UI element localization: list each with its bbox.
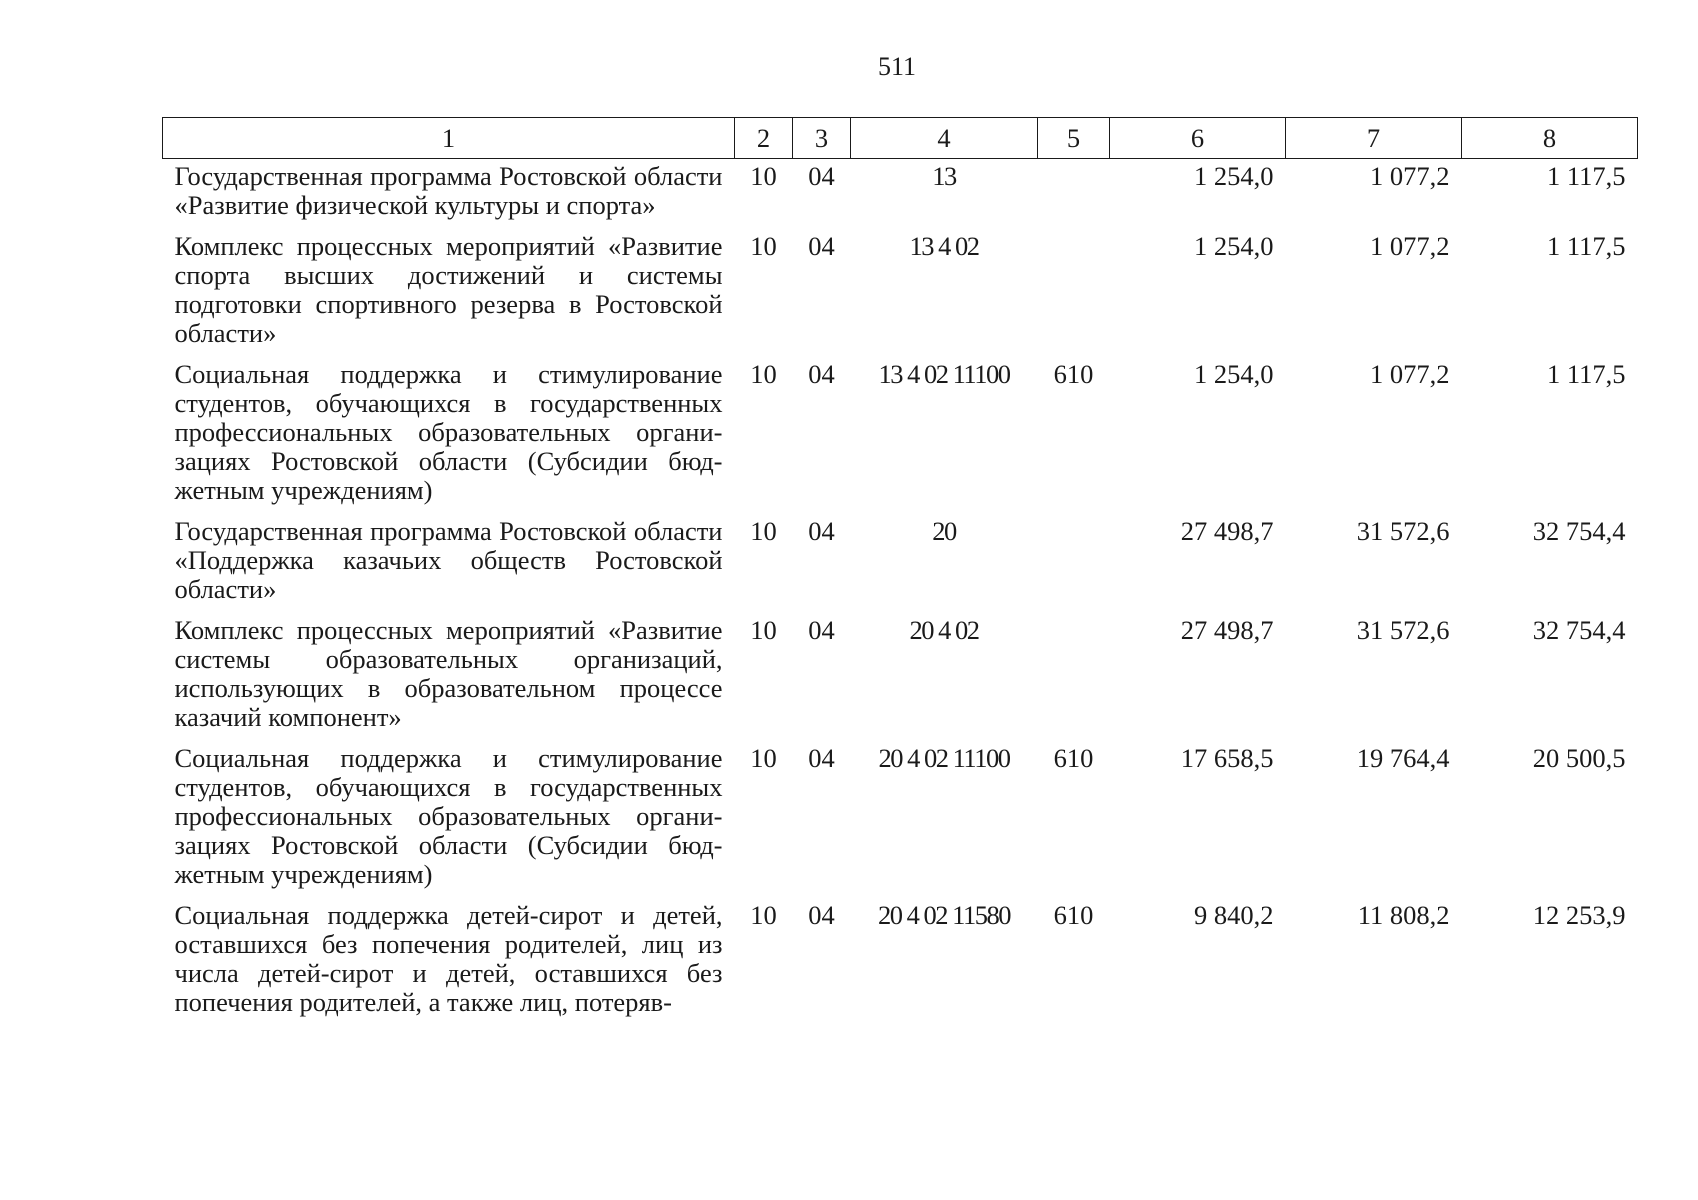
row-amount-3: 20 500,5 [1532,743,1626,773]
row-name: Комплекс процессных мероприятий «Развитие спорта высших достижений и системы подготовки спортивного резерва в Ростовской области» [174,231,723,348]
row-expense-type: 610 [1053,359,1094,389]
header-cell-6: 6 [1110,118,1286,159]
row-subsection: 04 [808,359,835,389]
row-amount-1: 1 254,0 [1194,161,1274,191]
budget-table [162,117,1638,1029]
header-cell-8: 8 [1462,118,1638,159]
row-expense-type [1038,616,1110,744]
row-amount-2: 19 764,4 [1356,743,1450,773]
row-section: 10 [750,743,777,773]
row-amount-3: 1 117,5 [1546,161,1626,191]
row-name: Социальная поддержка и стимулирование студентов, обучающихся в государственных профессиональных образовательных организациях Ростовской области (Субсидии бюджетным учреждениям) [174,359,723,505]
header-cell-5: 5 [1038,118,1110,159]
row-target-code: 13 4 02 [909,231,979,261]
header-cell-2: 2 [735,118,793,159]
row-section: 10 [750,615,777,645]
row-expense-type [1038,517,1110,616]
row-expense-type: 610 [1053,900,1094,930]
table-row [163,744,1638,901]
row-section: 10 [750,516,777,546]
row-expense-type [1038,232,1110,360]
row-subsection: 04 [808,900,835,930]
row-target-code: 20 4 02 11100 [878,743,1010,773]
row-target-code: 13 [932,161,956,191]
table-row [163,159,1638,233]
row-name: Социальная поддержка и стимулирование студентов, обучающихся в государственных профессиональных образовательных организациях Ростовской области (Субсидии бюджетным учреждениям) [174,743,723,889]
table-row [163,360,1638,517]
row-amount-1: 9 840,2 [1194,900,1274,930]
row-amount-2: 1 077,2 [1370,161,1450,191]
table-row [163,901,1638,1029]
row-amount-1: 17 658,5 [1180,743,1274,773]
row-subsection: 04 [808,231,835,261]
row-target-code: 20 4 02 11580 [878,900,1010,930]
row-name: Государственная программа Ростовской области «Поддержка казачьих обществ Ростовской области» [174,516,723,604]
header-row [163,118,1638,159]
row-amount-2: 11 808,2 [1357,900,1450,930]
row-amount-3: 32 754,4 [1532,615,1626,645]
row-subsection: 04 [808,743,835,773]
row-amount-1: 1 254,0 [1194,359,1274,389]
row-subsection: 04 [808,161,835,191]
row-name: Комплекс процессных мероприятий «Развитие системы образовательных организаций, использующих в образовательном процессе казачий компонент» [174,615,723,732]
row-section: 10 [750,231,777,261]
row-expense-type: 610 [1053,743,1094,773]
row-amount-3: 12 253,9 [1532,900,1626,930]
row-section: 10 [750,359,777,389]
row-target-code: 20 [932,516,956,546]
row-amount-2: 31 572,6 [1356,615,1450,645]
row-amount-2: 31 572,6 [1356,516,1450,546]
header-cell-7: 7 [1286,118,1462,159]
table-row [163,517,1638,616]
row-amount-1: 27 498,7 [1180,615,1274,645]
row-target-code: 20 4 02 [909,615,979,645]
row-name: Социальная поддержка детей-сирот и детей, оставшихся без попечения родителей, лиц из числа детей-сирот и детей, оставшихся без попечения родителей, а также лиц, потеряв- [174,900,723,1017]
row-amount-1: 1 254,0 [1194,231,1274,261]
header-cell-4: 4 [851,118,1038,159]
page-number: 511 [877,52,917,81]
table-row [163,616,1638,744]
row-target-code: 13 4 02 11100 [878,359,1010,389]
row-amount-2: 1 077,2 [1370,231,1450,261]
row-amount-2: 1 077,2 [1370,359,1450,389]
row-amount-3: 1 117,5 [1546,231,1626,261]
row-subsection: 04 [808,516,835,546]
header-cell-1: 1 [163,118,735,159]
row-expense-type [1038,159,1110,233]
row-amount-1: 27 498,7 [1180,516,1274,546]
row-section: 10 [750,161,777,191]
row-section: 10 [750,900,777,930]
table-row [163,232,1638,360]
row-name: Государственная программа Ростовской области «Развитие физической культуры и спорта» [174,161,723,220]
row-amount-3: 32 754,4 [1532,516,1626,546]
row-subsection: 04 [808,615,835,645]
row-amount-3: 1 117,5 [1546,359,1626,389]
header-cell-3: 3 [793,118,851,159]
